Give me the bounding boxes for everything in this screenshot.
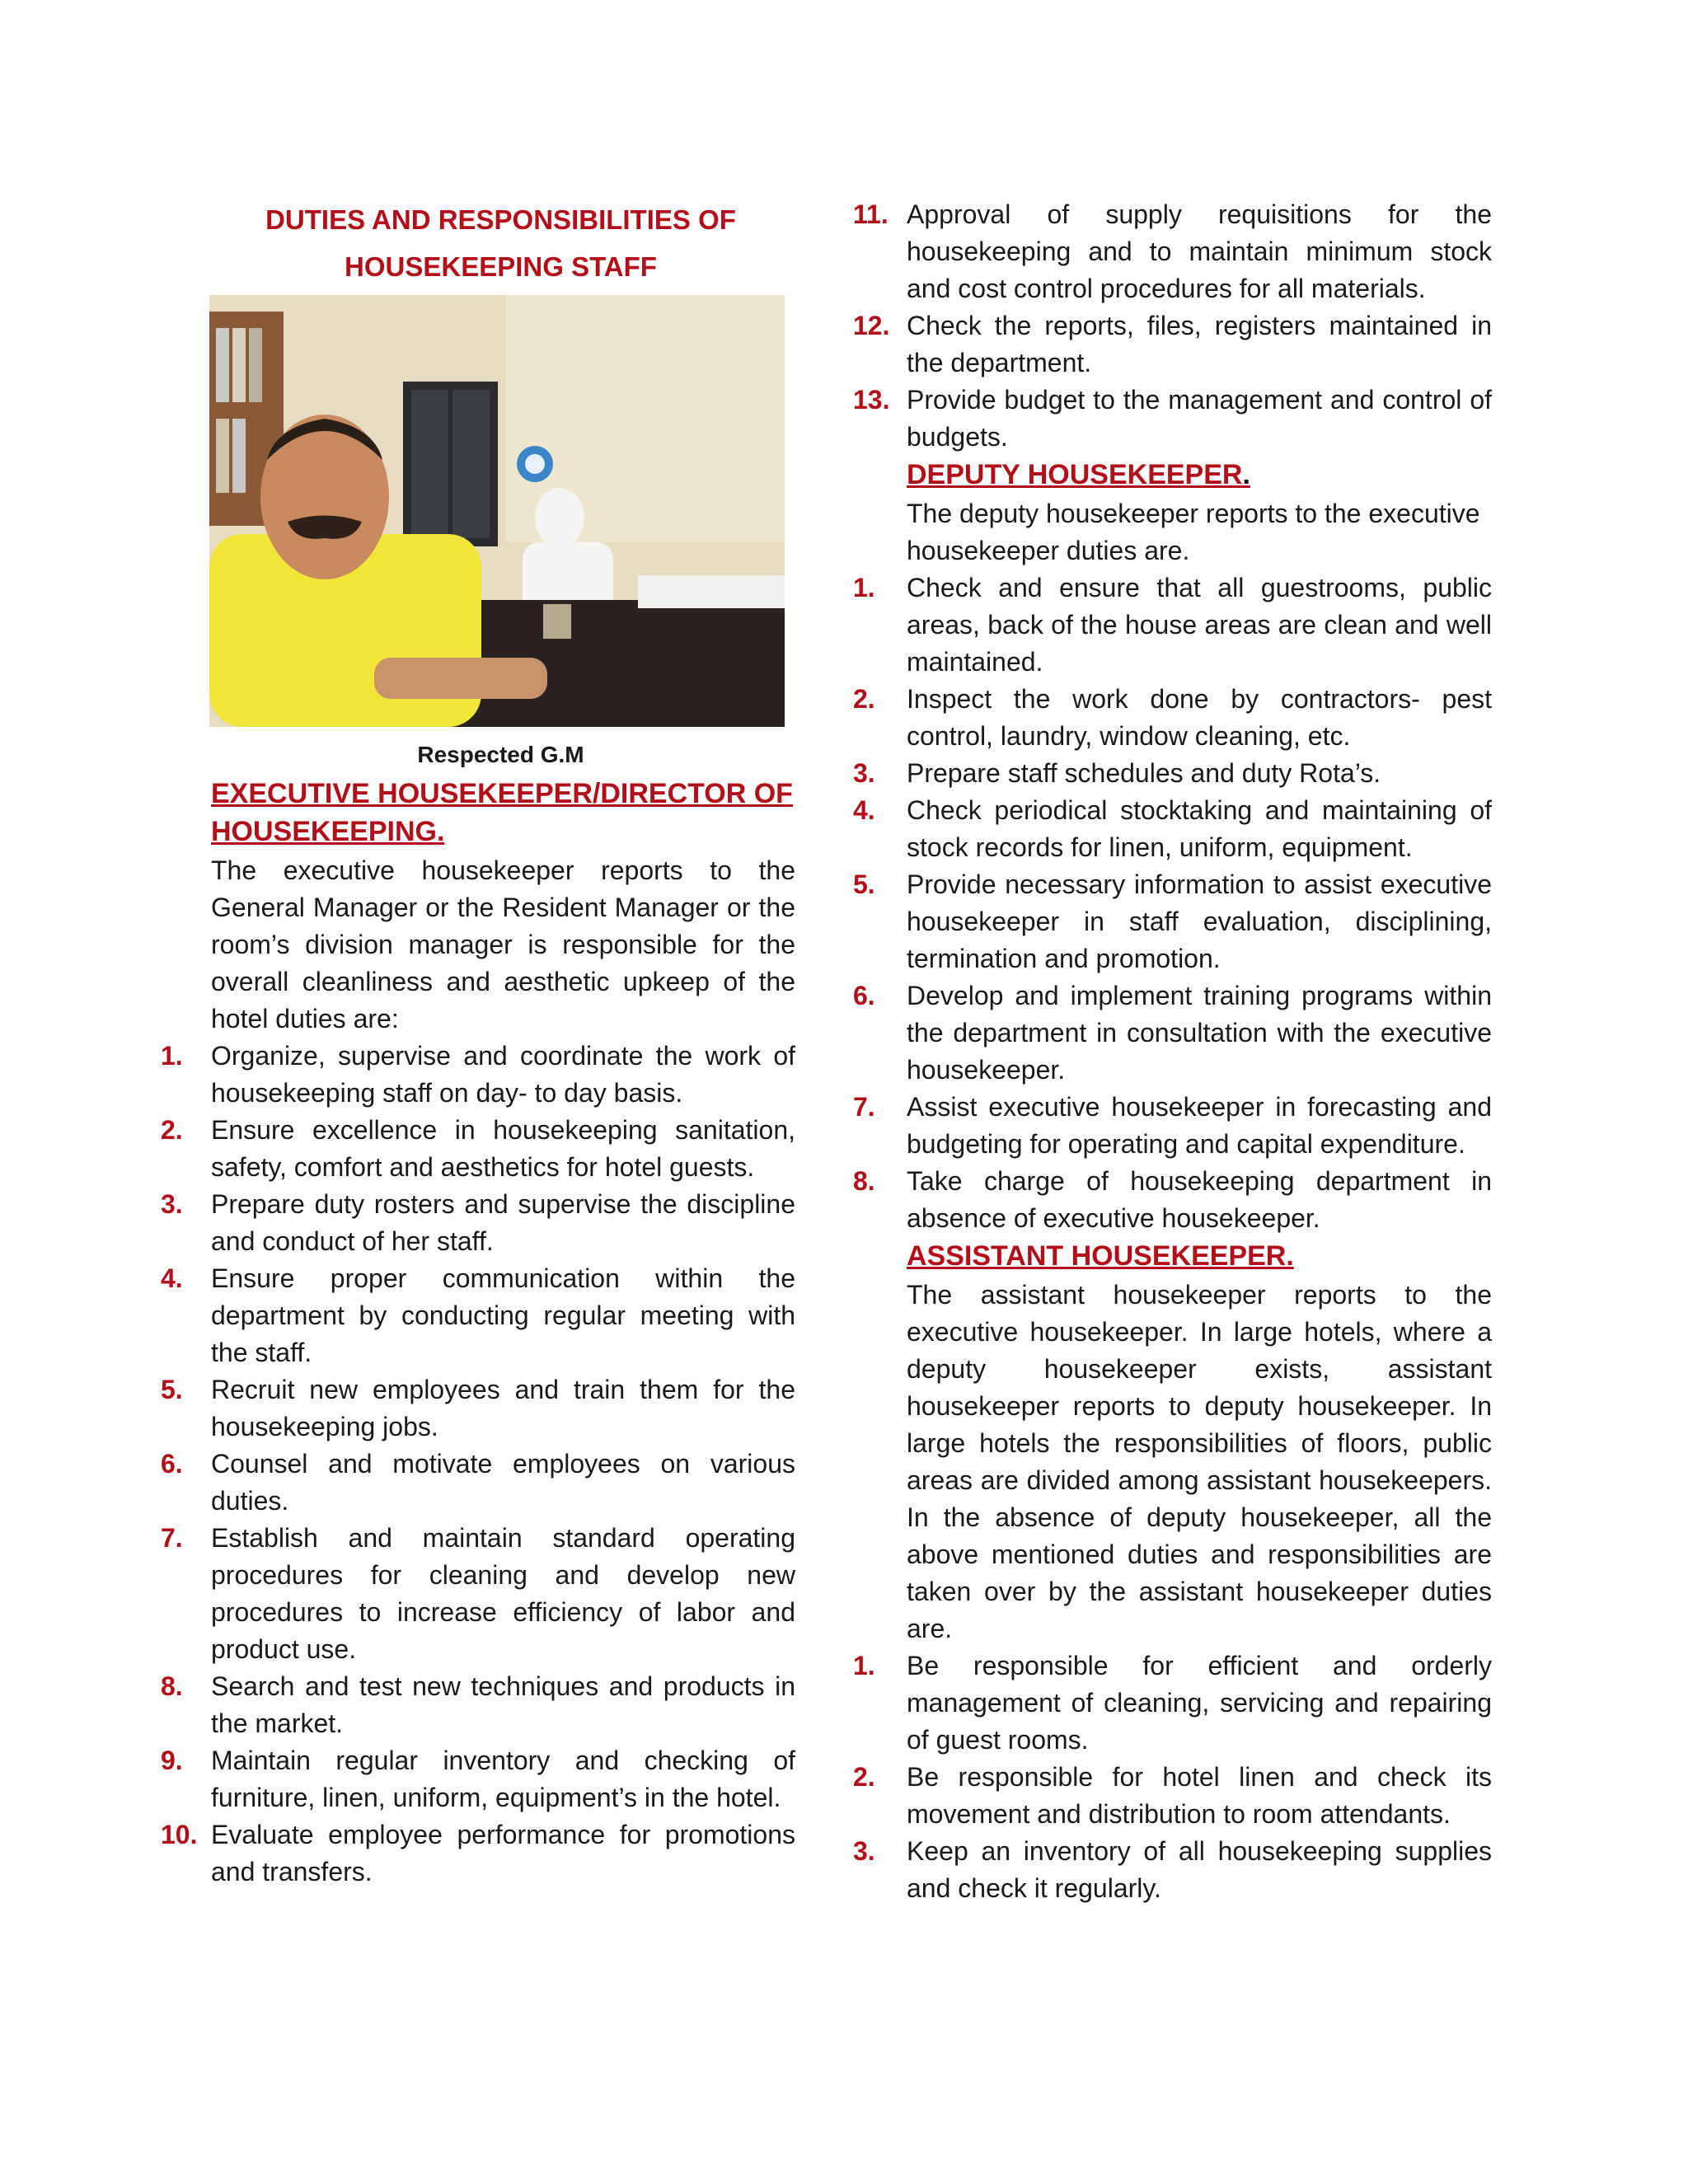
list-text: Approval of supply requisitions for the housekeeping and to maintain minimum stock and cost control procedures for all materials. bbox=[907, 199, 1492, 303]
list-number: 1. bbox=[853, 1651, 875, 1680]
list-text: Assist executive housekeeper in forecasting and budgeting for operating and capital expenditure. bbox=[907, 1092, 1492, 1159]
list-text: Evaluate employee performance for promotions and transfers. bbox=[211, 1820, 795, 1886]
list-item bbox=[157, 1446, 795, 1520]
list-number: 12. bbox=[853, 311, 890, 340]
document-title bbox=[206, 196, 795, 290]
assistant-intro: The assistant housekeeper reports to the executive housekeeper. In large hotels, where a deputy housekeeper exists, assistant housekeeper reports to deputy housekeeper. In large hotels the responsibilities of floors, public areas are divided among assistant housekeepers. In the absence of deputy housekeeper, all the above mentioned duties and responsibilities are taken over by the assistant housekeeper duties are. bbox=[907, 1280, 1492, 1643]
list-item bbox=[849, 196, 1492, 307]
list-number: 1. bbox=[161, 1041, 183, 1071]
left-column bbox=[157, 196, 795, 1891]
list-item bbox=[157, 1816, 795, 1891]
list-item bbox=[849, 1833, 1492, 1907]
list-number: 2. bbox=[853, 1762, 875, 1792]
list-item bbox=[849, 1089, 1492, 1163]
list-text: Keep an inventory of all housekeeping supplies and check it regularly. bbox=[907, 1836, 1492, 1903]
list-text: Provide necessary information to assist executive housekeeper in staff evaluation, disciplining, termination and promotion. bbox=[907, 869, 1492, 973]
list-number: 10. bbox=[161, 1820, 198, 1849]
list-number: 5. bbox=[161, 1375, 183, 1404]
list-item bbox=[849, 1163, 1492, 1237]
title-line-1: DUTIES AND RESPONSIBILITIES OF bbox=[265, 204, 736, 235]
list-item bbox=[157, 1520, 795, 1668]
assistant-heading: ASSISTANT HOUSEKEEPER. bbox=[907, 1240, 1294, 1272]
list-number: 9. bbox=[161, 1746, 183, 1775]
list-text: Counsel and motivate employees on various duties. bbox=[211, 1449, 795, 1516]
list-text: Develop and implement training programs within the department in consultation with the executive housekeeper. bbox=[907, 981, 1492, 1085]
photo-caption: Respected G.M bbox=[417, 742, 584, 767]
list-item bbox=[849, 382, 1492, 456]
list-item bbox=[849, 681, 1492, 755]
list-text: Check periodical stocktaking and maintaining of stock records for linen, uniform, equipment. bbox=[907, 795, 1492, 862]
list-item bbox=[849, 307, 1492, 382]
list-number: 7. bbox=[853, 1092, 875, 1122]
list-item bbox=[849, 866, 1492, 977]
list-text: Check and ensure that all guestrooms, public areas, back of the house areas are clean and well maintained. bbox=[907, 573, 1492, 677]
deputy-heading bbox=[907, 456, 1492, 494]
list-number: 8. bbox=[161, 1671, 183, 1701]
list-number: 3. bbox=[853, 1836, 875, 1866]
list-item bbox=[849, 569, 1492, 681]
list-number: 2. bbox=[853, 684, 875, 714]
list-number: 6. bbox=[161, 1449, 183, 1479]
list-item bbox=[157, 1260, 795, 1371]
staff-photo bbox=[209, 295, 785, 727]
right-column bbox=[849, 196, 1492, 1907]
deputy-heading-text: DEPUTY HOUSEKEEPER bbox=[907, 459, 1243, 490]
exec-heading-line-2: HOUSEKEEPING. bbox=[211, 816, 445, 847]
list-number: 5. bbox=[853, 869, 875, 899]
list-text: Establish and maintain standard operating procedures for cleaning and develop new procedures to increase efficiency of labor and product use. bbox=[211, 1523, 795, 1664]
list-text: Check the reports, files, registers maintained in the department. bbox=[907, 311, 1492, 377]
list-number: 2. bbox=[161, 1115, 183, 1145]
list-item bbox=[157, 1186, 795, 1260]
list-item bbox=[157, 1742, 795, 1816]
list-item bbox=[849, 1759, 1492, 1833]
list-text: Be responsible for hotel linen and check its movement and distribution to room attendants. bbox=[907, 1762, 1492, 1829]
list-text: Ensure proper communication within the department by conducting regular meeting with the staff. bbox=[211, 1263, 795, 1367]
list-text: Prepare staff schedules and duty Rota’s. bbox=[907, 758, 1381, 788]
list-item bbox=[157, 1371, 795, 1446]
list-text: Recruit new employees and train them for the housekeeping jobs. bbox=[211, 1375, 795, 1441]
list-number: 3. bbox=[853, 758, 875, 788]
deputy-intro: The deputy housekeeper reports to the executive housekeeper duties are. bbox=[907, 499, 1480, 565]
exec-heading-line-1: EXECUTIVE HOUSEKEEPER/DIRECTOR OF bbox=[211, 778, 793, 809]
list-number: 7. bbox=[161, 1523, 183, 1553]
exec-duties-list-continued bbox=[849, 196, 1492, 456]
list-text: Inspect the work done by contractors- pest control, laundry, window cleaning, etc. bbox=[907, 684, 1492, 751]
list-text: Prepare duty rosters and supervise the discipline and conduct of her staff. bbox=[211, 1189, 795, 1256]
list-item bbox=[849, 792, 1492, 866]
list-text: Organize, supervise and coordinate the work of housekeeping staff on day- to day basis. bbox=[211, 1041, 795, 1108]
list-item bbox=[849, 977, 1492, 1089]
list-item bbox=[849, 755, 1492, 792]
list-number: 8. bbox=[853, 1166, 875, 1196]
list-text: Provide budget to the management and control of budgets. bbox=[907, 385, 1492, 452]
list-text: Take charge of housekeeping department in absence of executive housekeeper. bbox=[907, 1166, 1492, 1233]
title-line-2: HOUSEKEEPING STAFF bbox=[345, 251, 657, 282]
deputy-heading-dot: . bbox=[1242, 459, 1250, 490]
assistant-duties-list bbox=[849, 1647, 1492, 1907]
list-number: 3. bbox=[161, 1189, 183, 1219]
list-number: 6. bbox=[853, 981, 875, 1010]
list-number: 4. bbox=[161, 1263, 183, 1293]
list-item bbox=[157, 1038, 795, 1112]
list-number: 13. bbox=[853, 385, 890, 415]
list-text: Maintain regular inventory and checking of furniture, linen, uniform, equipment’s in the hotel. bbox=[211, 1746, 795, 1812]
list-text: Be responsible for efficient and orderly management of cleaning, servicing and repairing of guest rooms. bbox=[907, 1651, 1492, 1755]
list-text: Ensure excellence in housekeeping sanitation, safety, comfort and aesthetics for hotel guests. bbox=[211, 1115, 795, 1182]
exec-heading bbox=[211, 775, 795, 851]
list-number: 11. bbox=[853, 199, 889, 229]
exec-duties-list bbox=[157, 1038, 795, 1891]
list-item bbox=[849, 1647, 1492, 1759]
list-number: 1. bbox=[853, 573, 875, 602]
list-item bbox=[157, 1668, 795, 1742]
list-text: Search and test new techniques and products in the market. bbox=[211, 1671, 795, 1738]
list-item bbox=[157, 1112, 795, 1186]
deputy-duties-list bbox=[849, 569, 1492, 1237]
exec-intro: The executive housekeeper reports to the General Manager or the Resident Manager or the room’s division manager is responsible for the overall cleanliness and aesthetic upkeep of the hotel duties are: bbox=[211, 855, 795, 1033]
list-number: 4. bbox=[853, 795, 875, 825]
